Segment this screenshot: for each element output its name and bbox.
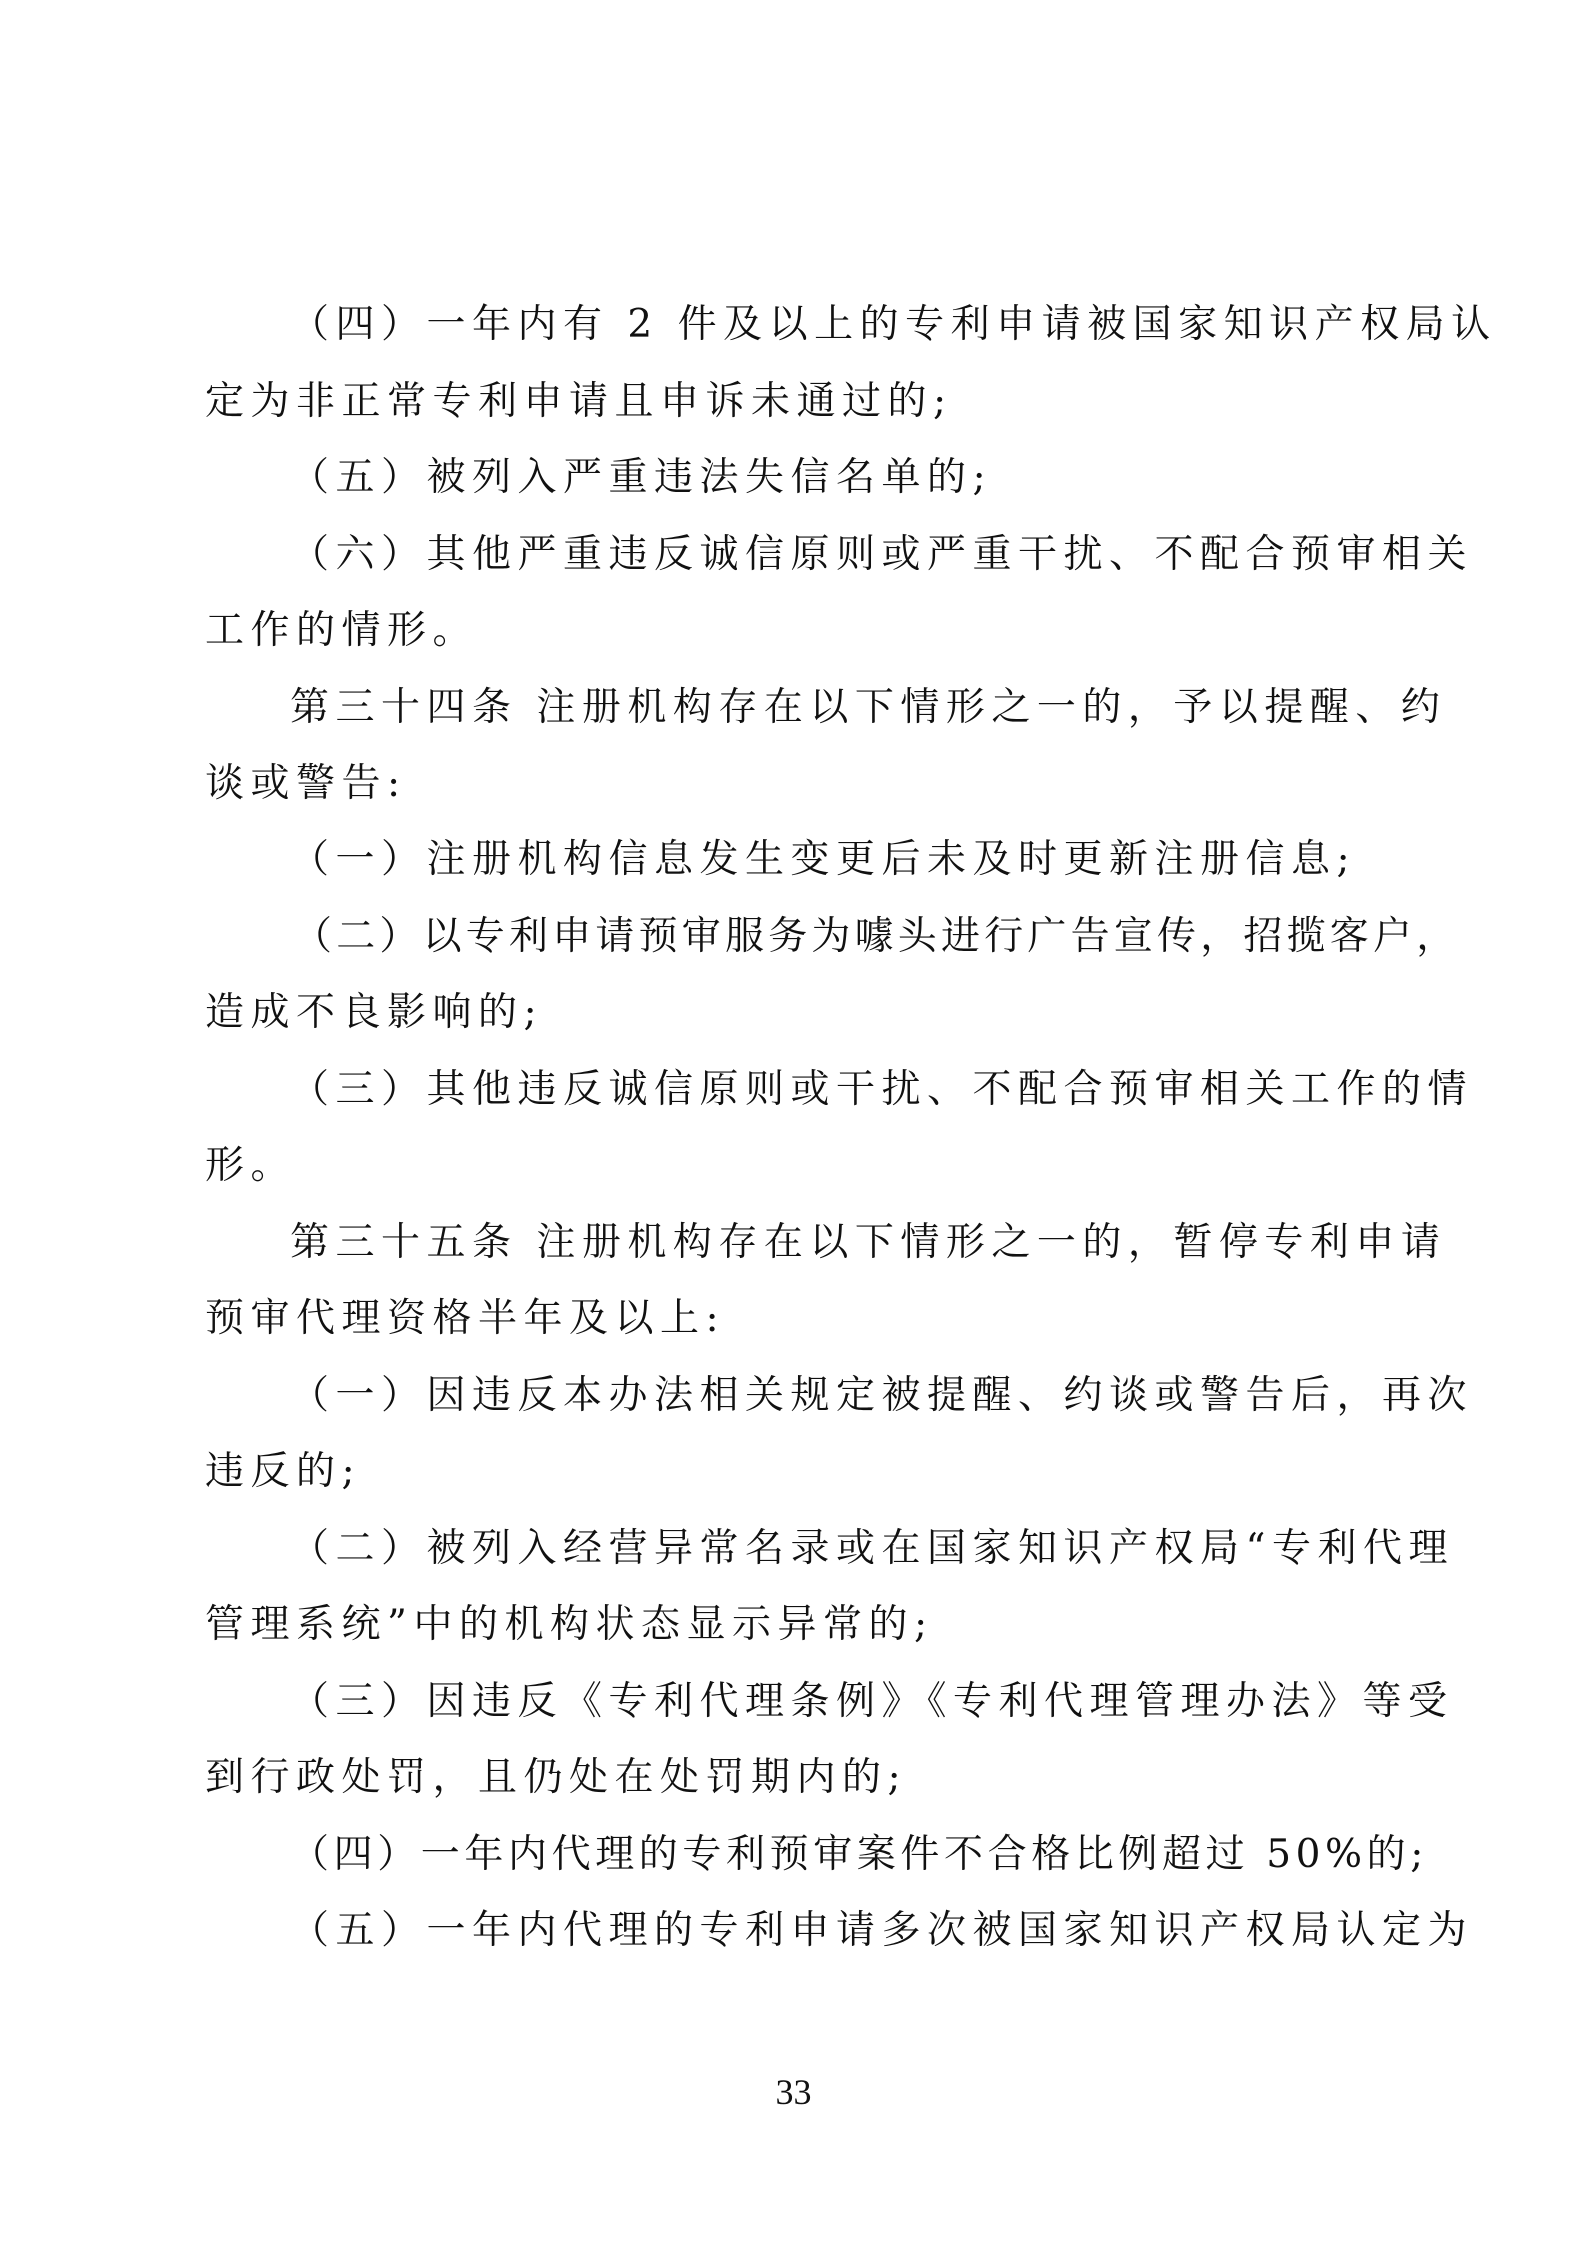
text-line: （三）因违反《专利代理条例》《专利代理管理办法》等受 — [290, 1679, 1454, 1724]
article-heading-line: 第三十四条 注册机构存在以下情形之一的，予以提醒、约 — [290, 685, 1447, 730]
text-line: （五）一年内代理的专利申请多次被国家知识产权局认定为 — [290, 1908, 1474, 1953]
page-number: 33 — [775, 2072, 812, 2112]
text-line: （六）其他严重违反诚信原则或严重干扰、不配合预审相关 — [290, 532, 1474, 577]
text-line: 定为非正常专利申请且申诉未通过的; — [205, 379, 953, 424]
text-line: （五）被列入严重违法失信名单的; — [290, 455, 993, 500]
text-line: （四）一年内代理的专利预审案件不合格比例超过 50%的; — [290, 1832, 1429, 1877]
text-line: 到行政处罚，且仍处在处罚期内的; — [205, 1755, 908, 1800]
text-line: （二）被列入经营异常名录或在国家知识产权局“专利代理 — [290, 1526, 1454, 1571]
text-line: （一）因违反本办法相关规定被提醒、约谈或警告后，再次 — [290, 1373, 1474, 1418]
text-line: 预审代理资格半年及以上: — [205, 1296, 726, 1341]
text-line: 违反的; — [205, 1449, 362, 1494]
text-line: （一）注册机构信息发生变更后未及时更新注册信息; — [290, 837, 1357, 882]
text-line: 谈或警告: — [205, 761, 407, 806]
text-line: （三）其他违反诚信原则或干扰、不配合预审相关工作的情 — [290, 1067, 1474, 1112]
text-line: 造成不良影响的; — [205, 990, 544, 1035]
text-line: （四）一年内有 2 件及以上的专利申请被国家知识产权局认 — [290, 302, 1497, 347]
text-line: 工作的情形。 — [205, 608, 479, 653]
text-line: 形。 — [205, 1143, 297, 1188]
text-line: （二）以专利申请预审服务为噱头进行广告宣传，招揽客户， — [293, 914, 1460, 959]
article-heading-line: 第三十五条 注册机构存在以下情形之一的，暂停专利申请 — [290, 1220, 1447, 1265]
text-line: 管理系统”中的机构状态显示异常的; — [205, 1602, 934, 1647]
